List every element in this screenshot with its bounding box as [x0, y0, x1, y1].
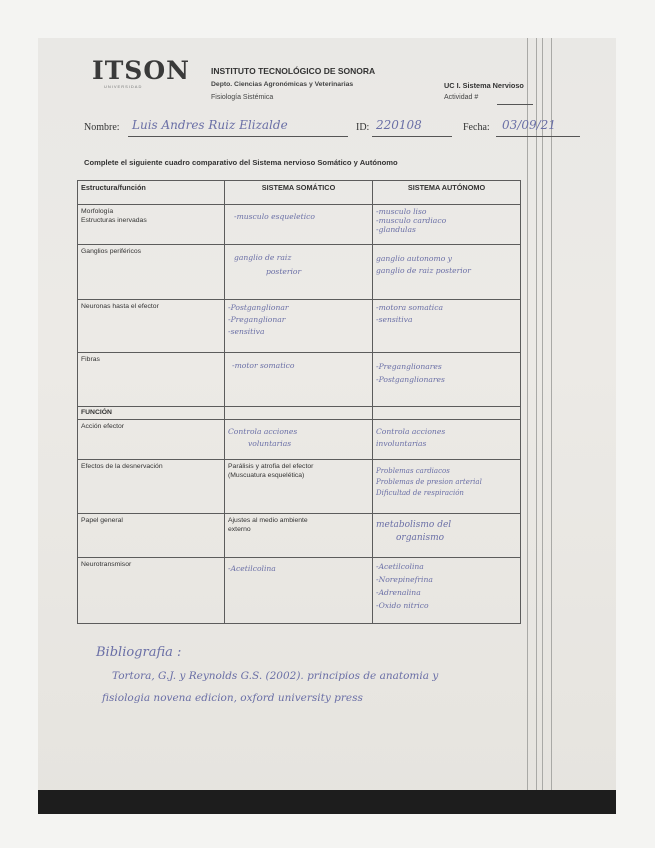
binder-line: [527, 38, 528, 804]
date-label: Fecha:: [463, 122, 490, 133]
cell-somatico-printed: (Muscuatura esquelética): [228, 472, 305, 479]
cell-somatico: ganglio de raiz: [234, 253, 292, 262]
table-row: [78, 205, 521, 245]
cell-somatico: posterior: [266, 267, 302, 276]
bibliography-line-1: Tortora, G.J. y Reynolds G.S. (2002). principios de anatomia y: [112, 670, 439, 682]
name-underline: [128, 136, 348, 137]
activity-blank: [497, 104, 533, 105]
institution-name: INSTITUTO TECNOLÓGICO DE SONORA: [211, 66, 376, 76]
itson-logo: ITSON: [92, 56, 190, 85]
unit-title: UC I. Sistema Nervioso: [444, 81, 524, 90]
binder-line: [542, 38, 543, 804]
cell-somatico: Controla acciones: [228, 427, 298, 436]
cell-autonomo: organismo: [396, 533, 445, 543]
photo-shadow: [38, 790, 616, 814]
header-autonomo: SISTEMA AUTÓNOMO: [373, 181, 521, 205]
department-name: Depto. Ciencias Agronómicas y Veterinarias: [211, 81, 354, 88]
cell-autonomo: -Postganglionares: [376, 375, 445, 384]
row-label: Ganglios periféricos: [81, 248, 142, 255]
header-somatico: SISTEMA SOMÁTICO: [225, 181, 373, 205]
cell-somatico: voluntarias: [248, 439, 292, 448]
cell-somatico: -Acetilcolina: [228, 564, 276, 573]
table-row: [78, 353, 521, 407]
cell-autonomo: involuntarias: [376, 439, 427, 448]
table-row: [78, 245, 521, 300]
cell-somatico-printed: Parálisis y atrofia del efector: [228, 463, 314, 470]
id-value: 220108: [376, 118, 422, 132]
section-row: [78, 407, 521, 420]
date-underline: [496, 136, 580, 137]
cell-somatico: -Preganglionar: [228, 315, 286, 324]
cell-autonomo: ganglio de raiz posterior: [376, 266, 471, 275]
row-label: Estructuras inervadas: [81, 217, 147, 224]
table-row: [78, 420, 521, 460]
table-row: [78, 460, 521, 514]
cell-somatico: -sensitiva: [228, 327, 265, 336]
bibliography-line-2: fisiologia novena edicion, oxford university press: [102, 692, 363, 704]
cell-somatico: -Postganglionar: [228, 303, 289, 312]
cell-autonomo: Problemas de presion arterial: [376, 478, 482, 486]
cell-autonomo: -Norepinefrina: [376, 575, 433, 584]
cell-autonomo: -Preganglionares: [376, 362, 442, 371]
id-underline: [372, 136, 452, 137]
cell-autonomo: Controla acciones: [376, 427, 446, 436]
cell-autonomo: -musculo liso: [376, 207, 427, 216]
instructions: Complete el siguiente cuadro comparativo del Sistema nervioso Somático y Autónomo: [84, 158, 398, 167]
cell-autonomo: -musculo cardiaco: [376, 216, 447, 225]
binder-line: [536, 38, 537, 804]
cell-autonomo: -motora somatica: [376, 303, 443, 312]
name-label: Nombre:: [84, 122, 120, 133]
cell-somatico-printed: externo: [228, 526, 251, 533]
cell-autonomo: -Adrenalina: [376, 588, 421, 597]
cell-autonomo: -Oxido nitrico: [376, 601, 429, 610]
row-label: Morfología: [81, 208, 114, 215]
cell-somatico: -musculo esqueletico: [234, 212, 315, 221]
table-header-row: [78, 181, 521, 205]
table-row: [78, 514, 521, 558]
id-label: ID:: [356, 122, 370, 133]
cell-somatico-printed: Ajustes al medio ambiente: [228, 517, 308, 524]
binder-line: [551, 38, 552, 804]
row-label: Efectos de la desnervación: [81, 463, 163, 470]
row-label: Neurotransmisor: [81, 561, 132, 568]
cell-autonomo: -glandulas: [376, 225, 416, 234]
cell-autonomo: -sensitiva: [376, 315, 413, 324]
bibliography-title: Bibliografia :: [96, 645, 182, 660]
row-label: Neuronas hasta el efector: [81, 303, 159, 310]
cell-autonomo: -Acetilcolina: [376, 562, 424, 571]
row-label: Acción efector: [81, 423, 125, 430]
logo-subtitle: UNIVERSIDAD: [104, 84, 143, 89]
cell-autonomo: Problemas cardiacos: [376, 467, 450, 475]
subject-name: Fisiología Sistémica: [211, 94, 274, 101]
cell-autonomo: metabolismo del: [376, 520, 452, 530]
section-funcion: FUNCIÓN: [78, 407, 225, 420]
comparison-table: [77, 180, 521, 624]
row-label: Fibras: [81, 356, 100, 363]
header-structure: Estructura/función: [78, 181, 225, 205]
row-label: Papel general: [81, 517, 123, 524]
date-value: 03/09/21: [502, 118, 556, 132]
activity-label: Actividad #: [444, 94, 479, 101]
cell-autonomo: Dificultad de respiración: [376, 489, 464, 497]
table-row: [78, 558, 521, 624]
table-row: [78, 300, 521, 353]
cell-somatico: -motor somatico: [232, 361, 295, 370]
name-value: Luis Andres Ruiz Elizalde: [132, 118, 288, 132]
cell-autonomo: ganglio autonomo y: [376, 254, 452, 263]
